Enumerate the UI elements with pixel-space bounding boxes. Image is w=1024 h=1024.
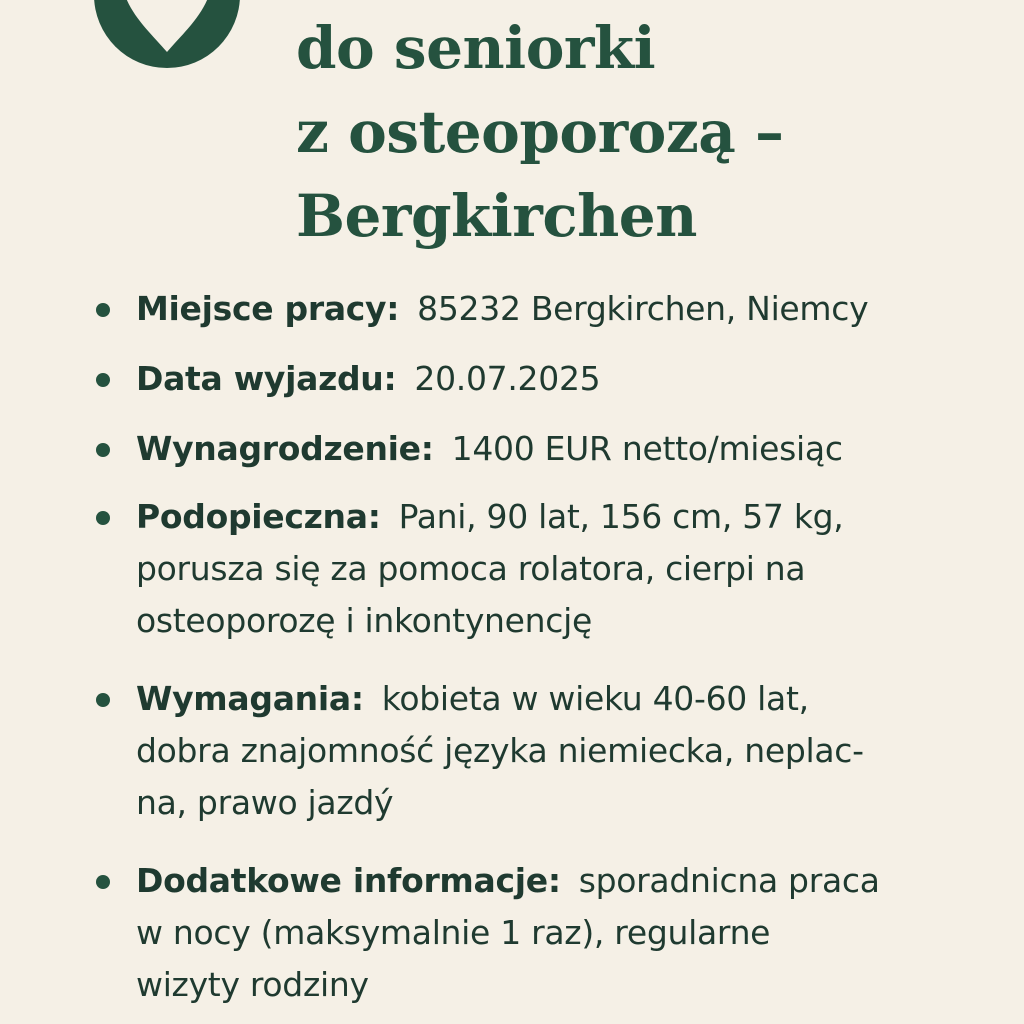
bullet-icon [96, 373, 110, 387]
detail-line [136, 423, 912, 475]
detail-label: Podopieczna: [136, 497, 381, 536]
detail-value: 85232 Bergkirchen, Niemcy [417, 289, 869, 328]
detail-item-patient [92, 491, 912, 647]
detail-label: Wynagrodzenie: [136, 429, 434, 468]
detail-line [136, 353, 912, 405]
detail-value: na, prawo jazdý [136, 783, 394, 822]
detail-line [136, 491, 912, 543]
bullet-icon [96, 511, 110, 525]
bullet-icon [96, 303, 110, 317]
title-line: z osteoporozą – [296, 98, 784, 166]
detail-item-additional-info [92, 855, 912, 1011]
detail-item-requirements [92, 673, 912, 829]
title-line: do seniorki [296, 14, 656, 82]
detail-label: Dodatkowe informacje: [136, 861, 561, 900]
detail-value: 1400 EUR netto/miesiąc [451, 429, 843, 468]
bullet-icon [96, 443, 110, 457]
detail-item-salary [92, 423, 912, 475]
detail-line [136, 855, 912, 907]
detail-value: w nocy (maksymalnie 1 raz), regularne [136, 913, 771, 952]
detail-line [136, 283, 912, 335]
location-pin-icon [92, 0, 242, 80]
detail-label: Data wyjazdu: [136, 359, 397, 398]
detail-value: 20.07.2025 [414, 359, 601, 398]
detail-value: porusza się za pomoca rolatora, cierpi na [136, 549, 806, 588]
title-line: Bergkirchen [296, 182, 697, 250]
detail-value: dobra znajomność języka niemiecka, neplac- [136, 731, 864, 770]
page-title [296, 6, 784, 258]
detail-item-workplace [92, 283, 912, 335]
detail-value: sporadnicna praca [578, 861, 880, 900]
detail-label: Wymagania: [136, 679, 364, 718]
detail-item-departure-date [92, 353, 912, 405]
details-list [92, 283, 912, 1011]
bullet-icon [96, 875, 110, 889]
detail-line [136, 673, 912, 725]
detail-value: kobieta w wieku 40-60 lat, [381, 679, 809, 718]
detail-value: osteoporozę i inkontynencję [136, 601, 592, 640]
detail-value: wizyty rodziny [136, 965, 369, 1004]
detail-value: Pani, 90 lat, 156 cm, 57 kg, [398, 497, 844, 536]
bullet-icon [96, 693, 110, 707]
detail-label: Miejsce pracy: [136, 289, 400, 328]
